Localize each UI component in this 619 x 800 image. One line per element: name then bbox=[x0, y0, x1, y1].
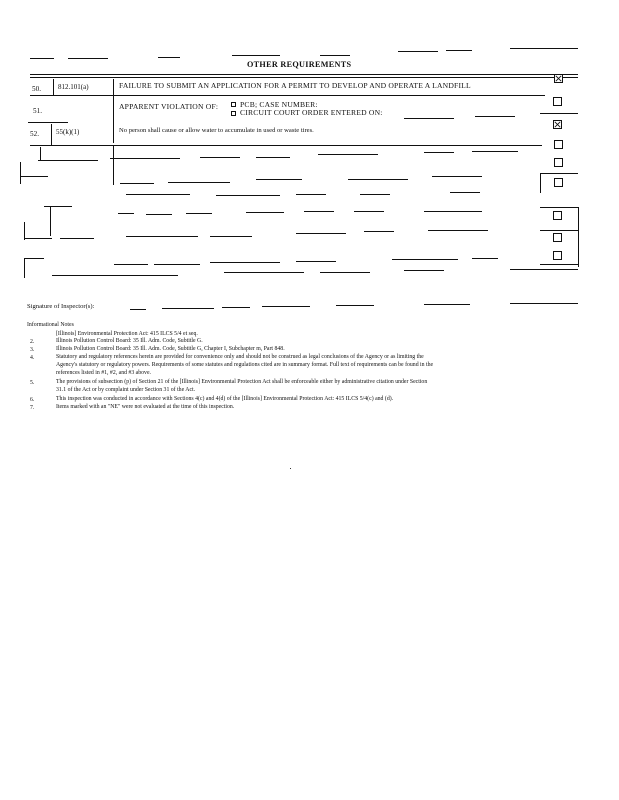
checkbox-blank-4[interactable] bbox=[553, 211, 562, 220]
checkbox-row-52[interactable] bbox=[553, 120, 562, 129]
note-item-number: 2. bbox=[30, 339, 35, 345]
note-item-text: Items marked with an "NE" were not evaluated at the time of this inspection. bbox=[56, 404, 235, 410]
row-number: 51. bbox=[33, 107, 42, 115]
note-item-number: 6. bbox=[30, 397, 35, 403]
checkbox-blank-3[interactable] bbox=[554, 178, 563, 187]
signature-label[interactable]: Signature of Inspector(s): bbox=[27, 303, 95, 310]
row-citation: 812.101(a) bbox=[58, 83, 89, 91]
checkbox-blank-1[interactable] bbox=[554, 140, 563, 149]
note-item-number: 7. bbox=[30, 405, 35, 411]
checkbox-blank-2[interactable] bbox=[554, 158, 563, 167]
note-item-number: 5. bbox=[30, 380, 35, 386]
note-item-text: Statutory and regulatory references herein are provided for convenience only and should not be construed as legal conclusions of the Agency or as limiting the bbox=[56, 354, 424, 360]
row-description: No person shall cause or allow water to accumulate in used or waste tires. bbox=[119, 127, 314, 134]
option-pcb-label: PCB; CASE NUMBER: bbox=[240, 100, 318, 109]
row-number: 50. bbox=[32, 85, 41, 93]
row-description: APPARENT VIOLATION OF: bbox=[119, 102, 219, 111]
note-item-text: [Illinois] Environmental Protection Act: 415 ILCS 5/4 et seq. bbox=[56, 331, 198, 337]
page-title: OTHER REQUIREMENTS bbox=[247, 60, 352, 69]
option-pcb-checkbox[interactable] bbox=[231, 102, 236, 107]
note-item-text: This inspection was conducted in accordance with Sections 4(c) and 4(d) of the [Illinois] Environmental Protection Act: 415 ILCS 5/4(c) and (d). bbox=[56, 396, 394, 402]
note-item-text: Agency's statutory or regulatory powers. Requirements of some statutes and regulations cited are in summary format. Full text of requirements can be found in the bbox=[56, 362, 434, 368]
note-item-text: references listed in #1, #2, and #3 above. bbox=[56, 370, 151, 376]
row-number: 52. bbox=[30, 130, 39, 138]
note-item-text: Illinois Pollution Control Board: 35 Ill. Adm. Code, Subtitle G. bbox=[56, 338, 203, 344]
note-item-number: 3. bbox=[30, 347, 35, 353]
note-item-number: 4. bbox=[30, 355, 35, 361]
checkbox-row-51[interactable] bbox=[553, 97, 562, 106]
row-citation: 55(k)(1) bbox=[56, 128, 80, 136]
option-court-order-label: CIRCUIT COURT ORDER ENTERED ON: bbox=[240, 108, 383, 117]
note-item-text: Illinois Pollution Control Board: 35 Ill. Adm. Code, Subtitle G, Chapter I, Subchapter m, Part 848. bbox=[56, 346, 285, 352]
note-item-text: The provisions of subsection (p) of Section 21 of the [Illinois] Environmental Protection Act shall be enforceable either by administrative citation under Section bbox=[56, 379, 428, 385]
option-court-order-checkbox[interactable] bbox=[231, 111, 236, 116]
checkbox-blank-5[interactable] bbox=[553, 233, 562, 242]
scan-speck bbox=[290, 468, 291, 469]
checkbox-row-50[interactable] bbox=[554, 74, 563, 83]
checkbox-blank-6[interactable] bbox=[553, 251, 562, 260]
note-item-text: 31.1 of the Act or by complaint under Section 31 of the Act. bbox=[56, 387, 196, 393]
notes-heading: Informational Notes bbox=[27, 322, 74, 328]
row-description: FAILURE TO SUBMIT AN APPLICATION FOR A PERMIT TO DEVELOP AND OPERATE A LANDFILL bbox=[119, 81, 471, 90]
